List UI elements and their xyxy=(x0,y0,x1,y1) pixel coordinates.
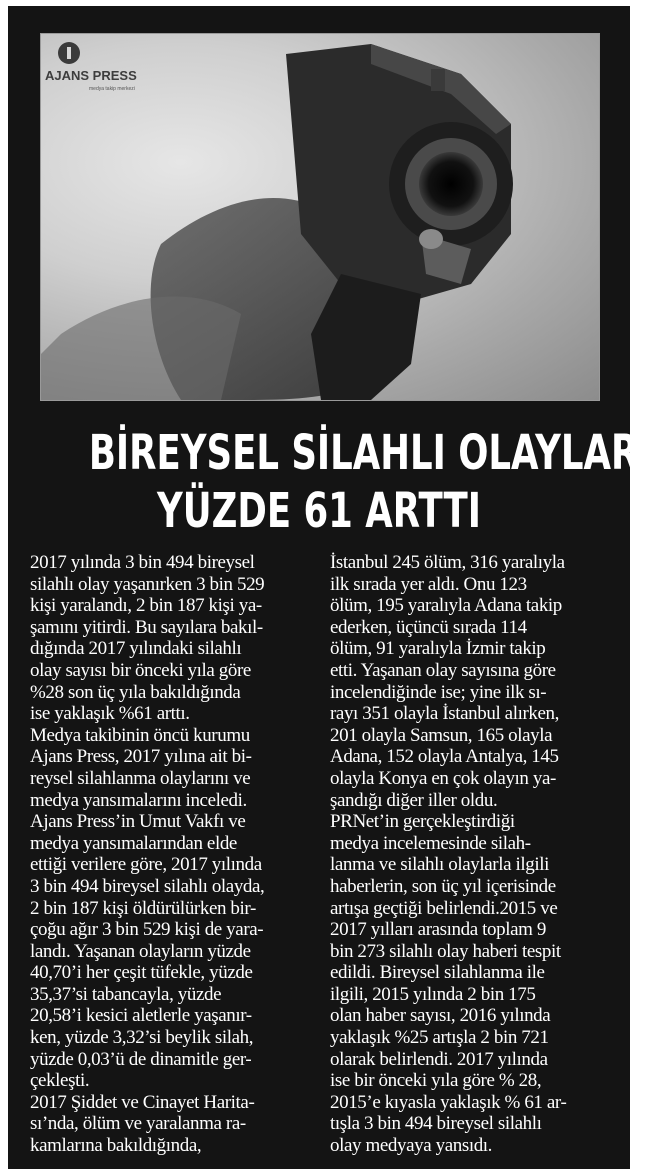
text-line: 3 bin 494 bireysel silahlı olayda, xyxy=(30,875,265,897)
text-line: medya incelemesinde silah- xyxy=(330,832,531,854)
text-line: haberlerin, son üç yıl içerisinde xyxy=(330,875,556,897)
article-column-left xyxy=(30,552,315,1157)
text-line: Ajans Press, 2017 yılına ait bi- xyxy=(30,746,252,768)
text-line: Ajans Press’in Umut Vakfı ve xyxy=(30,811,246,833)
text-line: olay sayısı bir önceki yıla göre xyxy=(30,659,251,681)
text-line: olan haber sayısı, 2016 yılında xyxy=(330,1005,551,1027)
text-line: 2017 yılında 3 bin 494 bireysel xyxy=(30,552,255,573)
newspaper-article xyxy=(8,6,639,1169)
ajans-press-logo xyxy=(45,42,155,102)
text-line: 2015’e kıyasla yaklaşık % 61 ar- xyxy=(330,1091,567,1113)
text-line: şandığı diğer iller oldu. xyxy=(330,789,498,811)
text-line: ise yaklaşık %61 arttı. xyxy=(30,703,190,725)
text-line: incelendiğinde ise; yine ilk sı- xyxy=(330,681,547,703)
text-line: ilk sırada yer aldı. Onu 123 xyxy=(330,573,527,595)
text-line: medya yansımalarından elde xyxy=(30,832,237,854)
text-line: artışa geçtiği belirlendi.2015 ve xyxy=(330,897,558,919)
article-column-right xyxy=(330,552,620,1157)
text-line: ilgili, 2015 yılında 2 bin 175 xyxy=(330,983,536,1005)
text-line: yaklaşık %25 artışla 2 bin 721 xyxy=(330,1027,549,1049)
text-line: çoğu ağır 3 bin 529 kişi de yara- xyxy=(30,919,264,941)
text-line: 2017 yılları arasında toplam 9 xyxy=(330,919,546,941)
text-line: silahlı olay yaşanırken 3 bin 529 xyxy=(30,573,265,595)
text-line: Medya takibinin öncü kurumu xyxy=(30,724,250,746)
text-line: ölüm, 195 yaralıyla Adana takip xyxy=(330,595,562,617)
text-line: 40,70’i her çeşit tüfekle, yüzde xyxy=(30,962,253,984)
logo-name: AJANS PRESS xyxy=(45,68,137,83)
text-line: 20,58’i kesici aletlerle yaşanır- xyxy=(30,1005,252,1027)
text-line: sı’nda, ölüm ve yaralanma ra- xyxy=(30,1113,246,1135)
text-line: ise bir önceki yıla göre % 28, xyxy=(330,1070,542,1092)
article-photo xyxy=(40,33,600,401)
text-line: kişi yaralandı, 2 bin 187 kişi ya- xyxy=(30,595,262,617)
text-line: rayı 351 olayla İstanbul alırken, xyxy=(330,703,559,725)
text-line: edildi. Bireysel silahlanma ile xyxy=(330,962,545,984)
text-line: ederken, üçüncü sırada 114 xyxy=(330,616,527,638)
text-line: %28 son üç yıla bakıldığında xyxy=(30,681,241,703)
article-headline xyxy=(8,424,639,540)
text-line: ettiği verilere göre, 2017 yılında xyxy=(30,854,262,876)
text-line: landı. Yaşanan olayların yüzde xyxy=(30,940,251,962)
text-line: lanma ve silahlı olaylarla ilgili xyxy=(330,854,549,876)
text-line: 35,37’si tabancayla, yüzde xyxy=(30,983,222,1005)
text-line: medya yansımalarını inceledi. xyxy=(30,789,247,811)
text-line: olay medyaya yansıdı. xyxy=(330,1135,493,1157)
text-line: çekleşti. xyxy=(30,1070,90,1092)
text-line: şamını yitirdi. Bu sayılara bakıl- xyxy=(30,616,263,638)
headline-line-2: YÜZDE 61 ARTTI xyxy=(157,483,481,539)
text-line: reysel silahlanma olaylarını ve xyxy=(30,767,251,789)
text-line: olarak belirlendi. 2017 yılında xyxy=(330,1048,548,1070)
text-line: olayla Konya en çok olayın ya- xyxy=(330,767,556,789)
text-line: bin 273 silahlı olay haberi tespit xyxy=(330,940,561,962)
text-line: kamlarına bakıldığında, xyxy=(30,1135,202,1157)
text-line: İstanbul 245 ölüm, 316 yaralıyla xyxy=(330,552,565,573)
text-line: tışla 3 bin 494 bireysel silahlı xyxy=(330,1113,542,1135)
text-line: 201 olayla Samsun, 165 olayla xyxy=(330,724,553,746)
text-line: yüzde 0,03’ü de dinamitle ger- xyxy=(30,1048,252,1070)
text-line: PRNet’in gerçekleştirdiği xyxy=(330,811,515,833)
logo-tagline: medya takip merkezi xyxy=(89,86,135,92)
text-line: etti. Yaşanan olay sayısına göre xyxy=(330,659,556,681)
text-line: ölüm, 91 yaralıyla İzmir takip xyxy=(330,638,546,660)
text-line: Adana, 152 olayla Antalya, 145 xyxy=(330,746,559,768)
text-line: ken, yüzde 3,32’si beylik silah, xyxy=(30,1027,254,1049)
headline-line-1: BİREYSEL SİLAHLI OLAYLAR xyxy=(88,425,639,481)
ajans-press-logo-icon xyxy=(58,42,80,64)
text-line: 2 bin 187 kişi öldürülürken bir- xyxy=(30,897,256,919)
text-line: dığında 2017 yılındaki silahlı xyxy=(30,638,242,660)
text-line: 2017 Şiddet ve Cinayet Harita- xyxy=(30,1091,255,1113)
